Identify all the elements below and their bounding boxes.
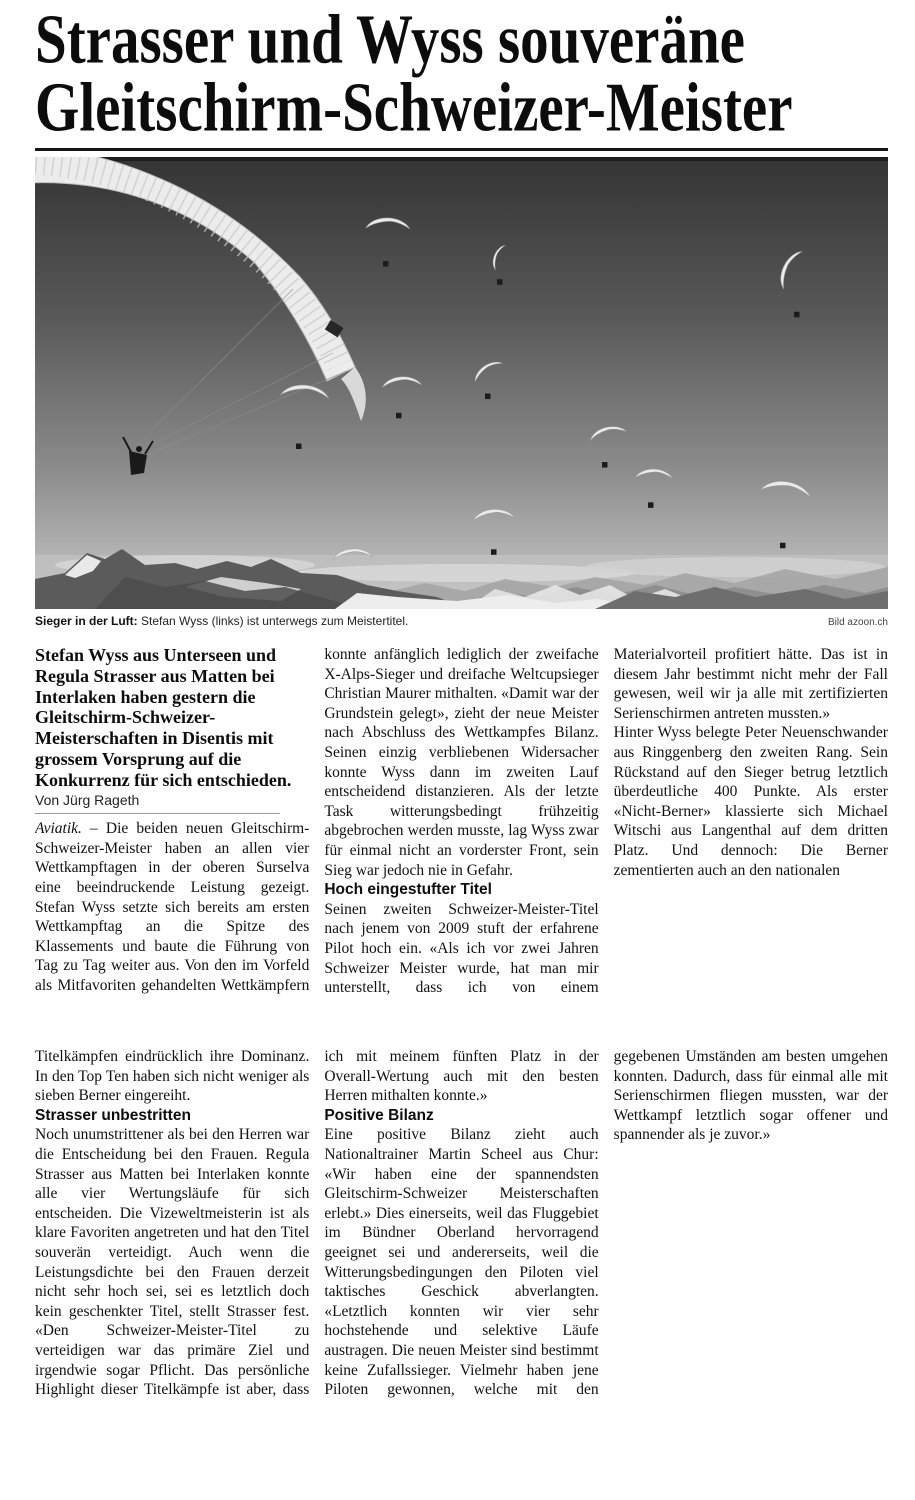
paraglider-pilot-dot [296,444,302,450]
paragliding-photo-illustration [35,157,888,609]
paraglider-pilot-dot [794,312,800,318]
paraglider-pilot-dot [497,279,503,285]
paraglider-pilot-dot [780,543,786,549]
paraglider-pilot-dot [485,394,491,400]
subhead-positive-bilanz: Positive Bilanz [324,1106,434,1124]
photo-caption [35,614,408,628]
article-paragraph: Noch unumstrittener als bei den Herren war die Entscheidung bei den Frauen. Regula Strasser aus Matten bei Interlaken konnte alle vier Wertungsläufe für sich entscheiden. Die Vizeweltmeisterin ist als klare Favoriten angetreten und hat den Titel souverän verteidigt. Auch wenn die Leistungsdichte bei den Frauen derzeit nicht sehr hoch sei, sei es letztlich doch kein geschenkter Titel, stellt Strasser fest. «Den Schweizer-Meister-Titel zu verteidigen war das primäre Ziel und irgendwie sogar Pflicht. Das persönliche Highlight dieser Titelkämpfe ist aber, dass ich mit meinem fünften Platz in der Overall-Wertung auch mit den besten Herren mithalten konnte.» [35,1048,599,1399]
paraglider-pilot-dot [648,502,654,508]
paraglider-pilot-dot [491,549,497,555]
paraglider-pilot-dot [396,413,402,419]
article-lead: Stefan Wyss aus Unterseen und Regula Strasser aus Matten bei Interlaken haben gestern die Gleitschirm-Schweizer-Meisterschaften in Disentis mit grossem Vorsprung auf die Konkurrenz für sich entschieden. [35,645,292,790]
photo-caption-row [35,614,888,628]
article-upper-columns [35,645,888,998]
article-paragraph: Eine positive Bilanz zieht auch Nationaltrainer Martin Scheel aus Chur: «Wir haben eine der spannendsten Gleitschirm-Schweizer Meisterschaften erlebt.» Dies einerseits, weil das Fluggebiet im Bündner Oberland hervorragend geeignet sei und andererseits, weil die Witterungsbedingungen den Piloten viel taktisches Geschick abverlangten. «Letztlich konnten wir vier sehr hochstehende und selektive Läufe austragen. Die neuen Meister sind bestimmt keine Zufallssieger. Vielmehr haben jene Piloten gewonnen, welche mit den gegebenen Umständen am besten umgehen konnten. Dadurch, dass für einmal alle mit Serienschirmen fliegen mussten, war der Wettkampf letztlich sogar offener und spannender als je zuvor.» [324,1048,888,1399]
article-paragraph: Seinen zweiten Schweizer-Meister-Titel nach jenem von 2009 stuft der erfahrene Pilot hoch ein. «Als ich vor zwei Jahren Schweizer Meister wurde, hat man mir unterstellt, dass ich von einem Materialvorteil profitiert hätte. Das ist in diesem Jahr bestimmt nicht mehr der Fall gewesen, weil wir ja alle mit zertifizierten Serienschirmen antreten mussten.» [324,646,888,997]
article-photo [35,157,888,609]
caption-lead: Sieger in der Luft: [35,614,138,628]
article-paragraph: Titelkämpfen eindrücklich ihre Dominanz. In den Top Ten haben sich nicht weniger als sieben Berner eingereiht. [35,1048,310,1105]
caption-text: Stefan Wyss (links) ist unterwegs zum Meistertitel. [137,614,409,628]
headline-line-2: Gleitschirm-Schweizer-Meister [35,69,793,147]
subhead-hoch-eingestufter-titel: Hoch eingestufter Titel [324,881,492,899]
paraglider-pilot-dot [383,261,389,267]
sky-gradient [35,157,888,609]
article-lower-columns [35,1047,888,1403]
subhead-strasser-unbestritten: Strasser unbestritten [35,1106,191,1124]
article-byline: Von Jürg Rageth [35,791,140,808]
headline-line-1: Strasser und Wyss souveräne [35,1,745,79]
byline-rule [35,813,280,814]
paragraph-text: – Die beiden neuen Gleitschirm-Schweizer-Meister haben an allen vier Wettkampftagen in der oberen Surselva eine beeindruckende Leistung gezeigt. Stefan Wyss setzte sich bereits am ersten Wettkampftag an die Spitze des Klassements und baute die Führung von Tag zu Tag weiter aus. Von den im Vorfeld als Mitfavoriten gehandelten Wettkämpfern konnte anfänglich lediglich der zweifache X-Alps-Sieger und dreifache Weltcupsieger Christian Maurer mithalten. «Damit war der Grundstein gelegt», zieht der neue Meister nach Abschluss des Wettkampfes Bilanz. Seinen einzig verbliebenen Widersacher konnte Wyss dann im zweiten Lauf entscheidend distanzieren. Als der letzte Task witterungsbedingt frühzeitig abgebrochen werden musste, lag Wyss zwar für einmal nicht an vorderster Front, sein Sieg war jedoch nie in Gefahr. [35,646,599,994]
paragraph-leadin: Aviatik. [35,820,82,838]
photo-credit: Bild azoon.ch [827,617,888,628]
paraglider-pilot-dot [602,462,608,468]
article-headline [35,1,888,147]
article-paragraph: Hinter Wyss belegte Peter Neuenschwander aus Ringgenberg den zweiten Rang. Sein Rückstand auf den Sieger betrug letztlich überdeutliche 400 Punkte. Als erster «Nicht-Berner» klassierte sich Michael Witschi aus Langenthal auf dem dritten Platz. Und dennoch: Die Berner zementierten auch an den nationalen [613,724,888,879]
